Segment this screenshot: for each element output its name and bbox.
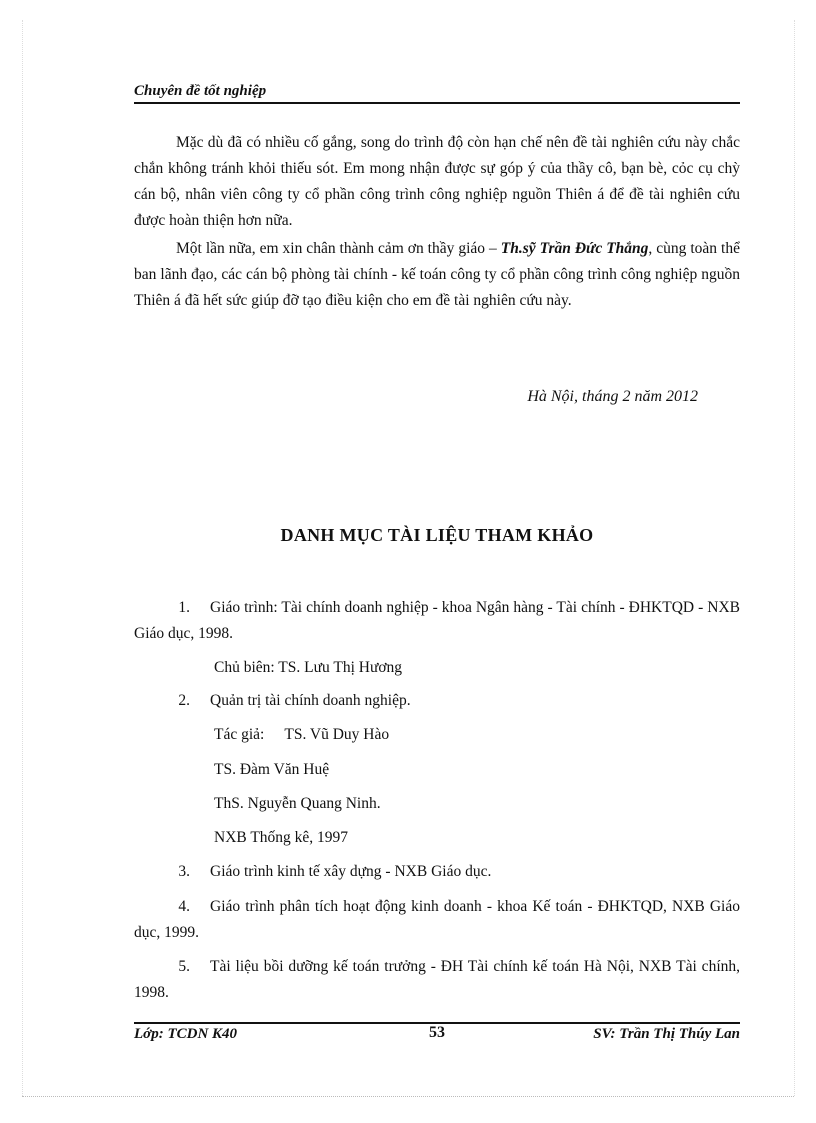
reference-2 — [134, 688, 740, 714]
page-border-right — [794, 20, 795, 1096]
reference-number: 3. — [178, 863, 190, 880]
page-header: Chuyên đề tốt nghiệp — [134, 83, 740, 104]
reference-2-author-2: TS. Đàm Văn Huệ — [214, 761, 330, 778]
reference-5 — [134, 954, 740, 1006]
reference-number: 4. — [178, 898, 190, 915]
reference-number: 5. — [178, 958, 190, 975]
reference-2-authors — [214, 722, 389, 748]
supervisor-name: Th.sỹ Trần Đức Thắng — [500, 240, 649, 257]
page-border-bottom — [22, 1096, 794, 1097]
paragraph-acknowledgement-2 — [134, 236, 740, 314]
reference-1-editor: Chủ biên: TS. Lưu Thị Hương — [214, 659, 403, 676]
reference-1 — [134, 595, 740, 647]
authors-label: Tác giả: — [214, 726, 265, 743]
reference-number: 1. — [178, 599, 190, 616]
paragraph-2-before: Một lần nữa, em xin chân thành cảm ơn thầy giáo – — [176, 240, 501, 257]
reference-text: Quản trị tài chính doanh nghiệp. — [210, 692, 411, 709]
place-date: Hà Nội, tháng 2 năm 2012 — [527, 388, 698, 405]
reference-2-author-3: ThS. Nguyễn Quang Ninh. — [214, 795, 381, 812]
reference-2-publisher: NXB Thống kê, 1997 — [214, 829, 349, 846]
reference-3 — [134, 859, 740, 885]
reference-text: Giáo trình kinh tế xây dựng - NXB Giáo dục. — [210, 863, 492, 880]
page-border-left — [22, 20, 23, 1096]
paragraph-acknowledgement-1: Mặc dù đã có nhiều cố gắng, song do trình độ còn hạn chế nên đề tài nghiên cứu này chắc chắn không tránh khỏi thiếu sót. Em mong nhận được sự góp ý của thầy cô, bạn bè, cỏc cụ chỳ cán bộ, nhân viên công ty cổ phần công trình công nghiệp nguồn Thiên á để đề tài nghiên cứu được hoàn thiện hơn nữa. — [134, 134, 740, 229]
author-1: TS. Vũ Duy Hào — [284, 726, 390, 743]
footer-class: Lớp: TCDN K40 — [134, 1026, 238, 1042]
reference-number: 2. — [178, 692, 190, 709]
reference-text: Giáo trình phân tích hoạt động kinh doanh - khoa Kế toán - ĐHKTQD, NXB Giáo dục, 1999. — [134, 898, 740, 941]
section-title: DANH MỤC TÀI LIỆU THAM KHẢO — [280, 525, 594, 545]
reference-text: Tài liệu bồi dưỡng kế toán trưởng - ĐH Tài chính kế toán Hà Nội, NXB Tài chính, 1998. — [134, 958, 740, 1001]
reference-4 — [134, 894, 740, 946]
page-number: 53 — [429, 1024, 445, 1041]
reference-text: Giáo trình: Tài chính doanh nghiệp - khoa Ngân hàng - Tài chính - ĐHKTQD - NXB Giáo dục, 1998. — [134, 599, 740, 642]
footer-student: SV: Trần Thị Thúy Lan — [593, 1026, 740, 1042]
paragraph-2-after: , cùng toàn thể ban lãnh đạo, các cán bộ phòng tài chính - kế toán công ty cổ phần công trình công nghiệp nguồn Thiên á đã hết sức giúp đỡ tạo điều kiện cho em đề tài nghiên cứu này. — [134, 240, 740, 309]
